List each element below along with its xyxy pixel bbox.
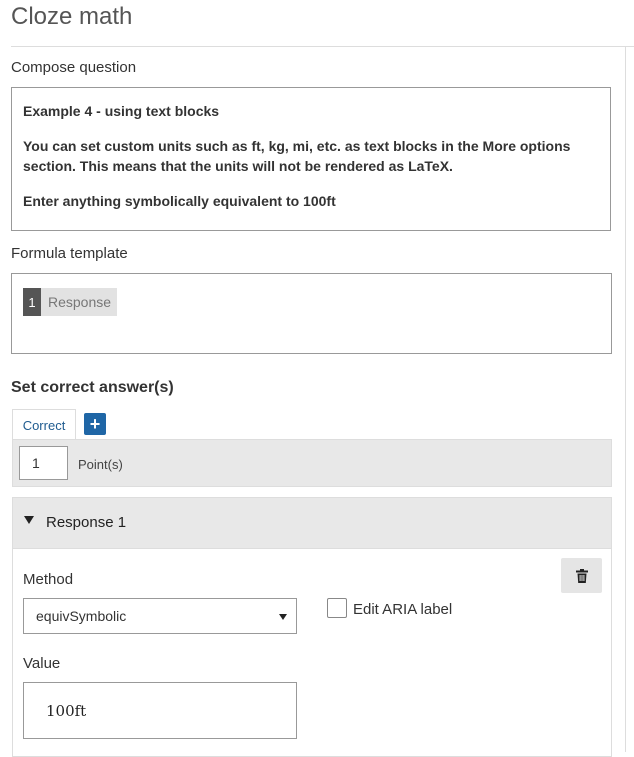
response-header[interactable] [13, 498, 611, 549]
edit-aria-label-checkbox[interactable] [327, 598, 347, 618]
formula-template-editor[interactable] [11, 273, 612, 354]
compose-paragraph: You can set custom units such as ft, kg, mi, etc. as text blocks in the More options section. This means that the units will not be rendered as LaTeX. [23, 138, 571, 174]
response-panel [12, 497, 612, 757]
value-label: Value [23, 655, 61, 672]
compose-question-label: Compose question [11, 59, 137, 76]
plus-icon: + [89, 414, 101, 434]
caret-down-icon [24, 516, 34, 524]
title-divider [11, 46, 634, 47]
chevron-down-icon [279, 614, 287, 620]
response-title: Response 1 [46, 514, 127, 531]
points-input[interactable] [19, 446, 68, 480]
value-input[interactable]: 100ft [23, 682, 297, 739]
edit-aria-label-text[interactable]: Edit ARIA label [353, 601, 453, 618]
page-title: Cloze math [11, 3, 133, 30]
method-select-value: equivSymbolic [36, 608, 127, 624]
formula-template-label: Formula template [11, 245, 128, 262]
compose-paragraph: Example 4 - using text blocks [23, 103, 220, 119]
points-label: Point(s) [78, 457, 123, 472]
method-select[interactable] [23, 598, 297, 634]
tab-correct[interactable]: Correct [12, 409, 76, 440]
method-label: Method [23, 571, 74, 588]
scroll-divider [625, 47, 626, 752]
compose-paragraph: Enter anything symbolically equivalent to 100ft [23, 193, 336, 209]
delete-response-button[interactable] [561, 558, 602, 593]
compose-question-editor[interactable] [11, 87, 611, 231]
points-bar [12, 439, 612, 487]
response-chip[interactable] [23, 288, 117, 316]
response-chip-number: 1 [23, 288, 41, 316]
set-correct-answers-heading: Set correct answer(s) [11, 379, 174, 396]
add-tab-button[interactable] [84, 413, 106, 435]
trash-icon [576, 569, 588, 583]
response-chip-label: Response [41, 288, 117, 316]
